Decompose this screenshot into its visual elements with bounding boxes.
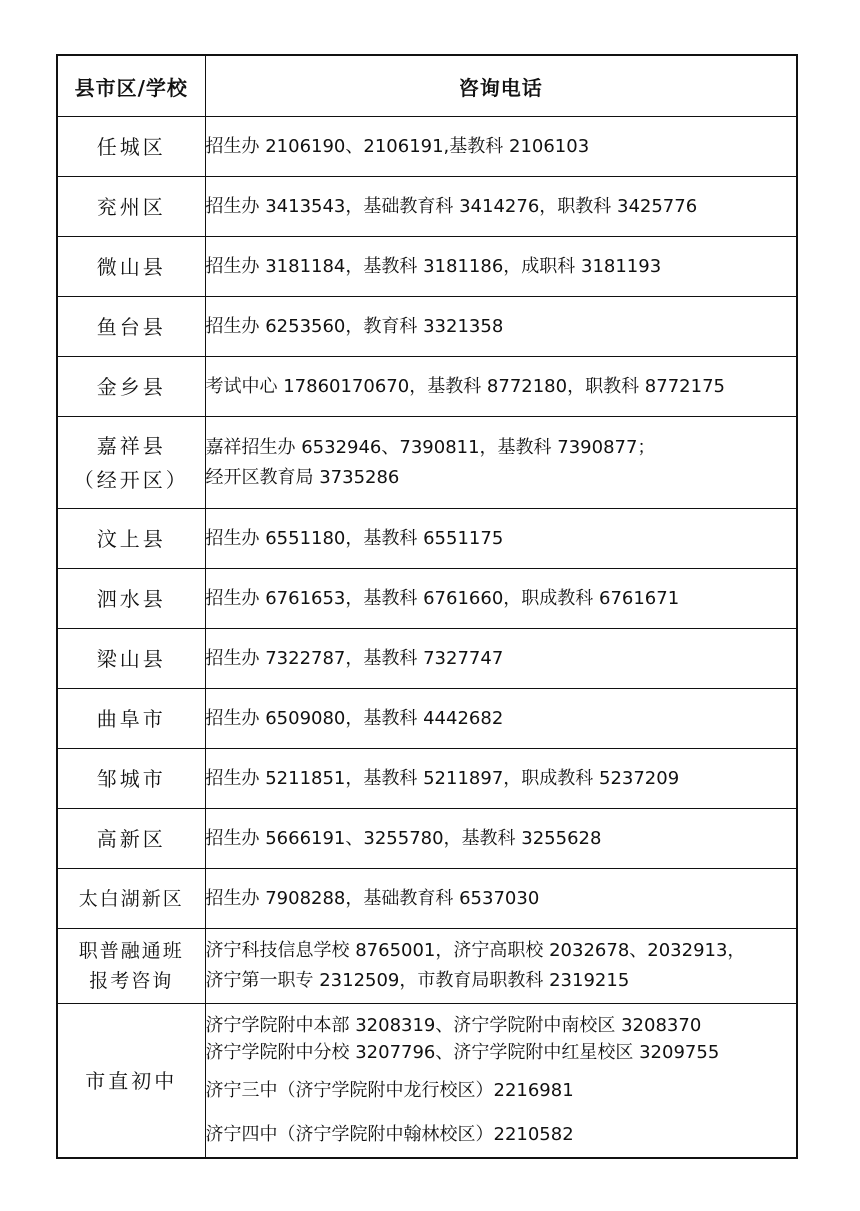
region-cell: 鱼台县 [57,297,205,357]
phone-cell [205,237,797,297]
phone-cell [205,357,797,417]
phone-cell [205,509,797,569]
table-row [57,237,797,297]
phone-line: 济宁第一职专 2312509，市教育局职教科 2319215 [205,970,630,991]
header-phone: 咨询电话 [205,55,797,117]
phone-line: 考试中心 17860170670，基教科 8772180，职教科 8772175 [205,375,725,397]
region-cell: 梁山县 [57,629,205,689]
table-row [57,929,797,1004]
region-subname: 报考咨询 [89,970,174,992]
table-row [57,1004,797,1159]
phone-line: 嘉祥招生办 6532946、7390811，基教科 7390877； [205,436,656,458]
phone-cell [205,1004,797,1159]
phone-line: 招生办 5666191、3255780，基教科 3255628 [205,827,602,849]
phone-cell [205,117,797,177]
region-subname: （经开区） [73,467,189,492]
phone-line: 招生办 6509080，基教科 4442682 [205,707,504,729]
phone-line: 招生办 2106190、2106191,基教科 2106103 [205,135,590,157]
region-cell: 微山县 [57,237,205,297]
region-cell: 任城区 [57,117,205,177]
phone-line: 济宁学院附中分校 3207796、济宁学院附中红星校区 3209755 [205,1041,720,1063]
table-row [57,417,797,509]
phone-line: 济宁四中（济宁学院附中翰林校区）2210582 [205,1123,574,1145]
phone-line: 济宁科技信息学校 8765001，济宁高职校 2032678、2032913， [205,940,746,961]
region-cell: 泗水县 [57,569,205,629]
phone-cell [205,177,797,237]
phone-line: 招生办 6761653，基教科 6761660，职成教科 6761671 [205,587,680,609]
header-region: 县市区/学校 [57,55,205,117]
phone-line: 招生办 3413543，基础教育科 3414276，职教科 3425776 [205,195,698,217]
table-row [57,629,797,689]
phone-line: 济宁学院附中本部 3208319、济宁学院附中南校区 3208370 [205,1014,702,1036]
header-row [57,55,797,117]
phone-line: 经开区教育局 3735286 [205,466,400,488]
phone-cell [205,869,797,929]
region-name: 职普融通班 [78,940,184,962]
region-cell: 汶上县 [57,509,205,569]
table-row [57,869,797,929]
region-cell: 市直初中 [57,1004,205,1159]
table-row [57,297,797,357]
phone-cell [205,929,797,1004]
phone-cell [205,689,797,749]
phone-cell [205,417,797,509]
phone-line: 招生办 7322787，基教科 7327747 [205,647,504,669]
region-cell: 曲阜市 [57,689,205,749]
region-cell: 金乡县 [57,357,205,417]
phone-cell [205,569,797,629]
phone-line: 招生办 3181184，基教科 3181186，成职科 3181193 [205,255,662,277]
table-row [57,177,797,237]
table-row [57,749,797,809]
region-name: 嘉祥县 [96,433,166,458]
region-cell: 兖州区 [57,177,205,237]
table-row [57,689,797,749]
region-cell: 高新区 [57,809,205,869]
region-cell [57,417,205,509]
phone-line: 招生办 5211851，基教科 5211897，职成教科 5237209 [205,767,680,789]
phone-cell [205,809,797,869]
phone-cell [205,629,797,689]
region-cell: 邹城市 [57,749,205,809]
table-row [57,117,797,177]
region-cell: 太白湖新区 [57,869,205,929]
table-row [57,809,797,869]
phone-cell [205,749,797,809]
table-row [57,509,797,569]
table-row [57,357,797,417]
phone-cell [205,297,797,357]
phone-line: 济宁三中（济宁学院附中龙行校区）2216981 [205,1079,574,1101]
table-row [57,569,797,629]
phone-line: 招生办 6253560，教育科 3321358 [205,315,504,337]
phone-line: 招生办 6551180，基教科 6551175 [205,527,504,549]
phone-line: 招生办 7908288，基础教育科 6537030 [205,887,540,909]
contact-table [56,54,798,1159]
region-cell [57,929,205,1004]
